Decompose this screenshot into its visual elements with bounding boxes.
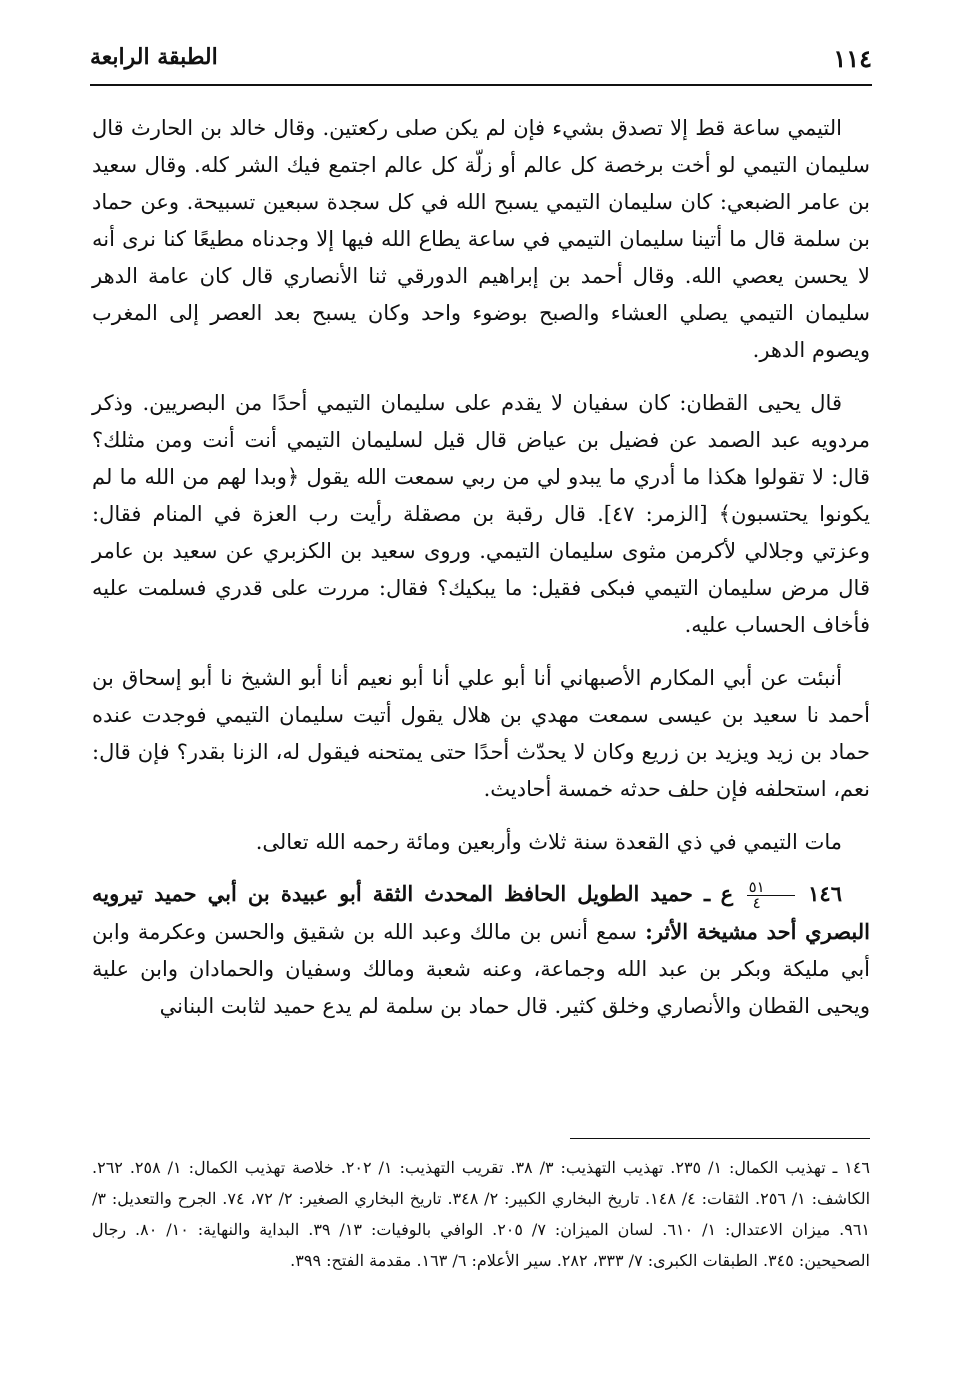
entry-heading: ـ حميد الطويل الحافظ المحدث الثقة أبو عبيدة بن أبي حميد تيرويه البصري أحد مشيخة الأثر: [92, 881, 870, 944]
paragraph-1: التيمي ساعة قط إلا تصدق بشيء فإن لم يكن صلى ركعتين. وقال خالد بن الحارث قال سليمان التيمي لو أخت برخصة كل عالم أو زلّة كل عالم اجتمع فيك الشر كله. وقال سعيد بن عامر الضبعي: كان سليمان التيمي يسبح الله في كل سجدة سبعين تسبيحة. وعن حماد بن سلمة قال ما أتينا سليمان التيمي في ساعة يطاع الله فيها إلا وجدناه مطيعًا كنا نرى أنه لا يحسن يعصي الله. وقال أحمد بن إبراهيم الدورقي ثنا الأنصاري قال كان عامة الدهر سليمان التيمي يصلي العشاء والصبح بوضوء واحد وكان يسبح بعد العصر إلى المغرب ويصوم الدهر. [92, 116, 870, 362]
fraction-bottom: ٤ [752, 894, 761, 912]
main-text [92, 110, 870, 1041]
footnote-divider [570, 1138, 870, 1139]
entry-text: سمع أنس بن مالك وعبد الله بن شقيق والحسن وعكرمة وابن أبي مليكة وبكر بن عبد الله وجماعة، وعنه شعبة ومالك وسفيان والحمادان وابن علية ويحيى القطان والأنصاري وخلق كثير. قال حماد بن سلمة لم يدع حميد لثابت البناني [92, 920, 870, 1018]
paragraph-3: أنبئت عن أبي المكارم الأصبهاني أنا أبو علي أنا أبو نعيم أنا أبو الشيخ نا أبو إسحاق بن أحمد نا سعيد بن عيسى سمعت مهدي بن هلال يقول أتيت سليمان التيمي فوجدت عنده حماد بن زيد ويزيد بن زريع وكان لا يحدّث أحدًا حتى يمتحنه فيقول له، الزنا بقدر؟ فإن قال: نعم، استحلفه فإن حلف حدثه خمسة أحاديث. [92, 666, 870, 801]
biography-entry [92, 875, 870, 1025]
paragraph-2: قال يحيى القطان: كان سفيان لا يقدم على سليمان التيمي أحدًا من البصريين. وذكر مردويه عبد الصمد عن فضيل بن عياض قال قيل لسليمان التيمي أنت أنت ومن مثلك؟ قال: لا تقولوا هكذا ما أدري ما يبدو لي من ربي سمعت الله يقول ﴿وبدا لهم من الله ما لم يكونوا يحتسبون﴾ [الزمر: ٤٧]. قال رقبة بن مصقلة رأيت رب العزة في المنام فقال: وعزتي وجلالي لأكرمن مثوى سليمان التيمي. وروى سعيد بن الكزبري عن سعيد بن عامر قال مرض سليمان التيمي فبكى فقيل: ما يبكيك؟ فقال: مررت على قدري فسلمت عليه فأخاف الحساب عليه. [92, 391, 870, 637]
page-header [90, 40, 872, 86]
entry-code: ع [720, 881, 734, 906]
fraction-top: ٥١ [747, 880, 795, 896]
entry-number: ١٤٦ [808, 881, 842, 906]
page-number: ١١٤ [833, 44, 872, 73]
entry-fraction [747, 880, 795, 911]
footnote: ١٤٦ ـ تهذيب الكمال: ١/ ٢٣٥. تهذيب التهذيب: ٣/ ٣٨. تقريب التهذيب: ١/ ٢٠٢. خلاصة تهذيب الكمال: ١/ ٢٥٨. ٢٦٢. الكاشف: ١/ ٢٥٦. الثقات: ٤/ ١٤٨. تاريخ البخاري الكبير: ٢/ ٣٤٨. تاريخ البخاري الصغير: ٢/ ٧٢، ٧٤. الجرح والتعديل: ٣/ ٩٦١. ميزان الاعتدال: ١/ ٦١٠. لسان الميزان: ٧/ ٢٠٥. الوافي بالوفيات: ١٣/ ٣٩. البداية والنهاية: ١٠/ ٨٠. رجال الصحيحين: ٣٤٥. الطبقات الكبرى: ٧/ ٣٣٣، ٢٨٢. سير الأعلام: ٦/ ١٦٣. مقدمة الفتح: ٣٩٩. [92, 1158, 871, 1270]
paragraph-4: مات التيمي في ذي القعدة سنة ثلاث وأربعين ومائة رحمه الله تعالى. [255, 830, 842, 854]
running-title: الطبقة الرابعة [90, 44, 218, 70]
